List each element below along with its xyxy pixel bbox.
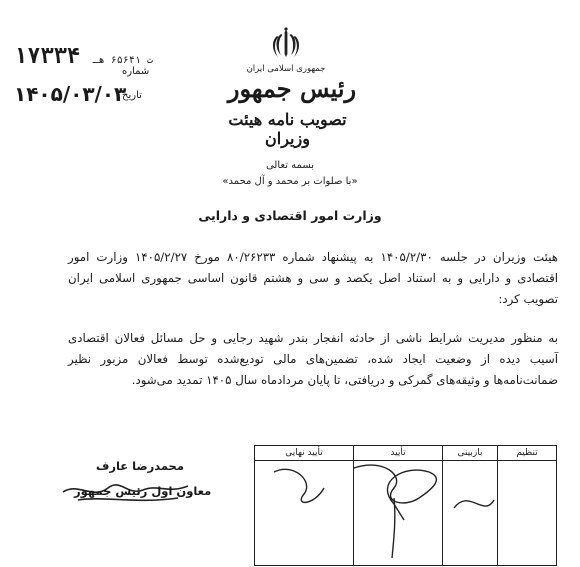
letter-date: ۱۴۰۵/۰۳/۰۳ (14, 82, 127, 106)
approval-cell-review (443, 461, 498, 566)
signer-title: معاون اول رئیس جمهور (74, 484, 212, 498)
document-type-title: تصویب نامه هیئت وزیران (228, 110, 347, 148)
body-paragraph-1: هیئت وزیران در جلسه ۱۴۰۵/۲/۳۰ به پیشنهاد شماره ۸۰/۲۶۲۳۳ مورخ ۱۴۰۵/۲/۲۷ وزارت امور اقتصادی و دارایی و به استناد اصل یکصد و سی و هشتم قانون اساسی جمهوری اسلامی ایران تصویب کرد: (68, 250, 558, 306)
approval-header-final: تأیید نهایی (255, 446, 354, 461)
iran-emblem-icon (268, 26, 304, 62)
approval-cell-approve (354, 461, 443, 566)
approval-header-approve: تأیید (354, 446, 443, 461)
letter-number: ۱۷۳۳۴ (14, 44, 81, 69)
salavat: «با صلوات بر محمد و آل محمد» (222, 176, 358, 187)
bismillah: بسمه تعالی (265, 160, 315, 171)
approval-cell-draft (498, 461, 557, 566)
reference-code: ت ۶۵۶۴۱ هـ (92, 55, 153, 66)
approval-header-review: بازبینی (443, 446, 498, 461)
date-label: تاریخ (122, 90, 142, 101)
approval-header-draft: تنظیم (498, 446, 557, 461)
signer-name: محمدرضا عارف (96, 459, 184, 473)
office-title: رئیس جمهور (227, 74, 357, 103)
recipient-ministry: وزارت امور اقتصادی و دارایی (198, 208, 382, 223)
approval-table (254, 445, 557, 566)
number-label: شماره (122, 66, 150, 77)
country-name: جمهوری اسلامی ایران (246, 64, 326, 74)
body-paragraph-2: به منظور مدیریت شرایط ناشی از حادثه انفجار بندر شهید رجایی و حل مسائل فعالان اقتصادی آسیب دیده از وضعیت ایجاد شده، تضمین‌های مالی تودیع‌شده توسط فعالان مزبور نظیر ضمانت‌نامه‌ها و وثیقه‌های گمرکی و دریافتی، تا پایان مردادماه سال ۱۴۰۵ تمدید می‌شود. (68, 331, 558, 387)
approval-cell-final (255, 461, 354, 566)
